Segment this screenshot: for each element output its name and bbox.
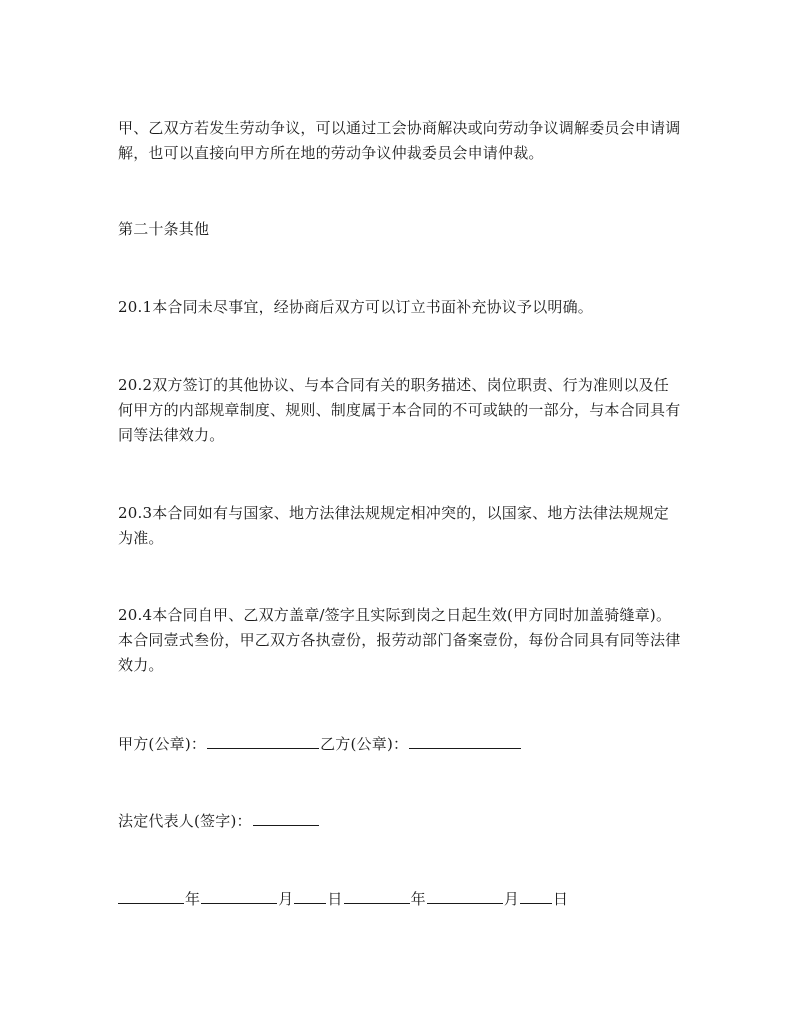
month-label-a: 月 bbox=[278, 890, 294, 908]
year-blank-a bbox=[118, 886, 184, 904]
year-label-a: 年 bbox=[185, 890, 201, 908]
day-label-b: 日 bbox=[553, 890, 569, 908]
month-label-b: 月 bbox=[503, 890, 520, 908]
month-blank-a bbox=[201, 886, 277, 904]
legal-rep-label: 法定代表人(签字)： bbox=[118, 812, 252, 830]
clause-20-3: 20.3本合同如有与国家、地方法律法规规定相冲突的，以国家、地方法律法规规定为准。 bbox=[118, 504, 670, 547]
clause-20-2: 20.2双方签订的其他协议、与本合同有关的职务描述、岗位职责、行为准则以及任何甲方的内部规章制度、规则、制度属于本合同的不可或缺的一部分，与本合同具有同等法律效力。 bbox=[118, 376, 681, 444]
party-signature-line bbox=[118, 731, 684, 757]
party-a-seal-blank bbox=[207, 731, 319, 749]
party-b-label: 乙方(公章)： bbox=[320, 735, 409, 753]
legal-rep-line bbox=[118, 808, 684, 834]
day-label-a: 日 bbox=[327, 890, 343, 908]
article-20-title: 第二十条其他 bbox=[118, 220, 210, 238]
clause-20-4: 20.4本合同自甲、乙双方盖章/签字且实际到岗之日起生效(甲方同时加盖骑缝章)。本合同壹式叁份，甲乙双方各执壹份，报劳动部门备案壹份，每份合同具有同等法律效力。 bbox=[118, 606, 681, 674]
party-b-seal-blank bbox=[409, 731, 521, 749]
party-a-label: 甲方(公章)： bbox=[118, 735, 207, 753]
clause-20-1: 20.1本合同未尽事宜，经协商后双方可以订立书面补充协议予以明确。 bbox=[118, 298, 594, 316]
legal-rep-sign-blank bbox=[253, 808, 319, 826]
month-blank-b bbox=[427, 886, 503, 904]
date-line bbox=[118, 886, 684, 912]
year-label-b: 年 bbox=[410, 890, 426, 908]
dispute-paragraph: 甲、乙双方若发生劳动争议，可以通过工会协商解决或向劳动争议调解委员会申请调解，也可以直接向甲方所在地的劳动争议仲裁委员会申请仲裁。 bbox=[118, 119, 681, 162]
day-blank-a bbox=[294, 886, 326, 904]
day-blank-b bbox=[520, 886, 552, 904]
year-blank-b bbox=[344, 886, 410, 904]
